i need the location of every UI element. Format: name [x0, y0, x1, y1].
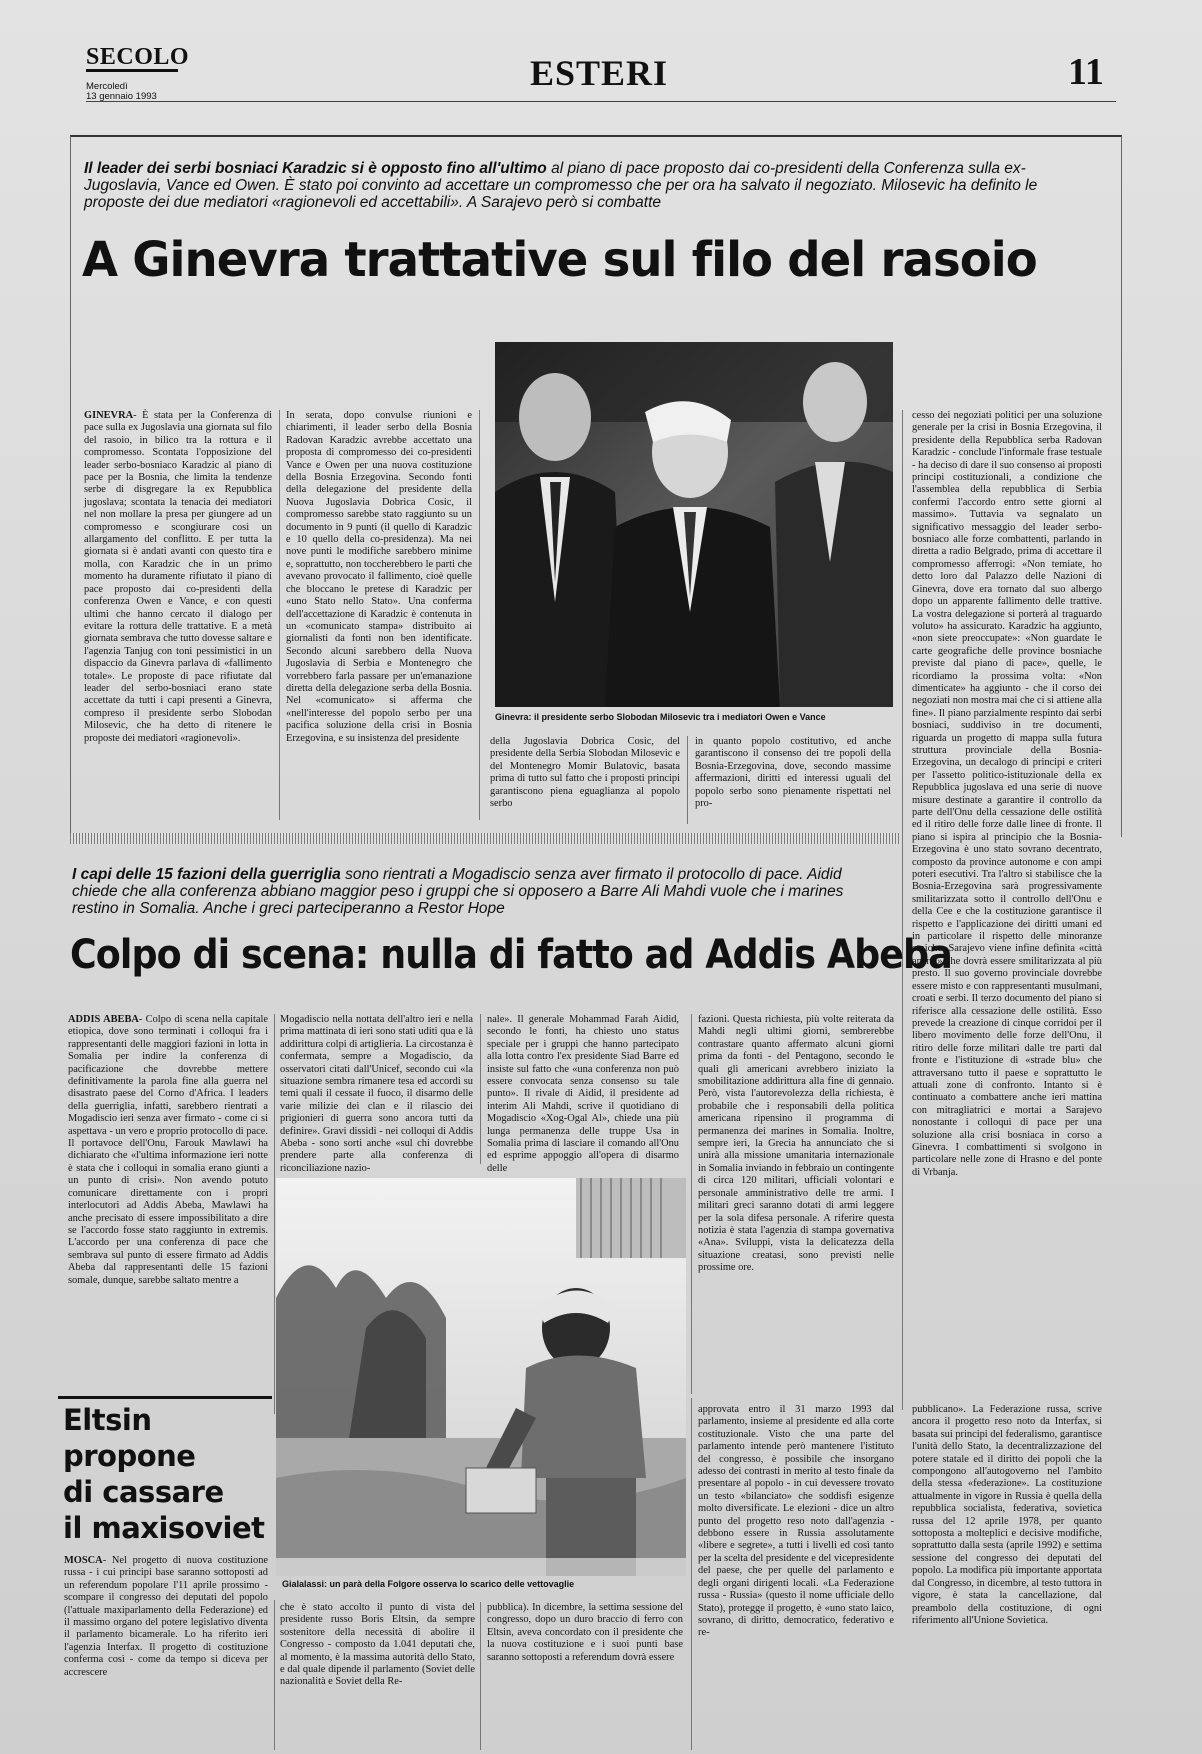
separator-band — [70, 833, 900, 844]
article-addis-col-4: fazioni. Questa richiesta, più volte reiterata da Mahdi negli ultimi giorni, sembrerebbe contrastare quanto affermato alcuni giorni prima da fonti - del Pentagono, secondo le quali gli americani avrebbero iniziato la smobilitazione addirittura alla fine di gennaio. Però, vista l'autorevolezza della richiesta, è probabile che i responsabili della politica americana ripensino il programma di permanenza dei marines in Somalia. Inoltre, sempre ieri, la Grecia ha annunciato che si unirà alla missione umanitaria internazionale in Somalia inviando in febbraio un contingente di circa 120 militari, ufficiali volontari e personale amministrativo delle tre armi. I militari greci saranno dotati di armi leggere per la sola difesa personale. A riferire questa notizia è stata l'agenzia di stampa governativa «Ana». Sviluppi, vista la delicatezza della situazione creatasi, sono previsti nelle prossime ore. — [698, 1014, 894, 1274]
headline-line: di cassare — [63, 1475, 224, 1509]
newspaper-logo: SECOLO — [86, 44, 190, 70]
column-divider — [274, 1014, 275, 1414]
kicker-text: sono rientrati a Mogadiscio senza aver firmato il protocollo di pace. Aidid chiede che alla conferenza abbiano maggior peso i gruppi che si opposero a Barre Ali Mahdi vuole che i marines restino in Somalia. Anche i greci parteciperanno a Restor Hope — [72, 866, 844, 917]
page-number: 11 — [1068, 51, 1104, 93]
section-title: ESTERI — [530, 53, 669, 93]
article-eltsin-col-3: pubblica). In dicembre, la settima sessione del congresso, dopo un duro braccio di ferro con Eltsin, aveva concordato con il presidente che la nuova costituzione e i suoi punti base saranno sottoposti a referendum dovrà essere — [487, 1602, 683, 1663]
photo-image — [495, 342, 893, 707]
column-divider — [691, 1014, 692, 1394]
headline-line: Eltsin — [63, 1403, 152, 1437]
article-eltsin-col-4: approvata entro il 31 marzo 1993 dal parlamento, insieme al presidente ed alla corte costituzionale. Visto che una parte del parlamento intende però mantenere l'istituto del congresso, è possibile che insorgano adesso dei contrasti in merito al testo finale da presentare al popolo - in cui devessere trovato un testo «bilanciato» che soddisfi esigenze molto diversificate. Le elezioni - dice un altro punto del progetto reso noto dall'agenzia - debbono essere in Russia assolutamente «libere e segrete», a tutti i livelli ed così tanto per la scelta del presidente e del vicepresidente del paese, che per quelle del parlamento e degli organi dirigenti locali. «La Federazione russa - Russia» (questo il nome ufficiale dello Stato), protegge il progetto, è «uno stato laico, sovrano, di diritto, democratico, federativo e re- — [698, 1404, 894, 1639]
article-addis-col-2: Mogadiscio nella nottata dell'altro ieri e nella prima mattinata di ieri sono stati uditi qua e là addirittura colpi di artiglieria. La circostanza è confermata, sempre a Mogadiscio, da osservatori citati dall'Unicef, secondo cui «la situazione sembra rimanere tesa ed accordi su temi quali il cessate il fuoco, il disarmo delle varie milizie dei clan e il rilascio dei prigionieri di guerra sono ancora tutti da definire». Gravi dissidi - nei colloqui di Addis Abeba - sono sorti anche «sul chi dovrebbe prendere parte alla conferenza di riconciliazione nazio- — [280, 1014, 474, 1174]
issue-weekday: Mercoledì — [86, 81, 128, 92]
dateline: GINEVRA — [84, 410, 134, 421]
photo-caption-folgore: Gialalassi: un parà della Folgore osserva lo scarico delle vettovaglie — [282, 1579, 575, 1589]
column-divider — [902, 410, 903, 1410]
article-eltsin-headline — [63, 1402, 264, 1546]
column-divider — [480, 1014, 481, 1164]
article-eltsin-col-2: che è stato accolto il punto di vista del presidente russo Boris Eltsin, da sempre sostenitore della necessità di abolire il Congresso - composto da 1.041 deputati che, al momento, è la massima autorità dello Stato, e dal quale dipende il parlamento (Soviet delle nazionalità e Soviet della Re- — [280, 1602, 475, 1688]
masthead-rule — [86, 101, 1116, 102]
article-eltsin-col-5: pubblicano». La Federazione russa, scrive ancora il progetto reso noto da Interfax, si basata sui principi del federalismo, garantisce l'unità dello Stato, la decentralizzazione del potere statale ed il diritto dei popoli che la compongono all'autogoverno nel l'ambito della stessa «federazione». La costituzione attualmente in vigore in Russia è quella della repubblica socialista, federativa, sovietica russa del 12 aprile 1978, per quanto sottoposta a molteplici e decisive modifiche, soprattutto dalla sesta (aprile 1992) e settima sessione del congresso dei deputati del popolo. La modifica più importante apportata dal Congresso, in dicembre, al testo tuttora in vigore, è stata la cancellazione, dal preambolo della costituzione, di ogni riferimento all'Unione Sovietica. — [912, 1404, 1102, 1626]
article-geneva-col-3: della Jugoslavia Dobrica Cosic, del presidente della Serbia Slobodan Milosevic e del Montenegro Momir Bulatovic, basata prima di tutto sul fatto che i proposti principi garantiscono piena eguaglianza al popolo serbo — [490, 736, 680, 810]
column-divider — [687, 736, 688, 824]
article-addis-headline: Colpo di scena: nulla di fatto ad Addis Abeba — [70, 932, 952, 978]
article-geneva-col-5: cesso dei negoziati politici per una soluzione generale per la crisi in Bosnia Erzegovina, il presidente della Repubblica serba Radovan Karadzic - conclude l'informale frase testuale - ha deciso di dare il suo consenso ai proposti principi costituzionali, a condizione che l'assemblea della repubblica di Serbia confermi l'accordo entro sette giorni al massimo». Tuttavia va segnalato un significativo messaggio del leader serbo-bosniaco alle forze combattenti, parlando in diretta a radio Belgrado, prima di accettare il compromesso afferrogi: «Non temiate, ho detto loro dal Palazzo delle Nazioni di Ginevra, dove era tornato dal suo albergo dopo un apparente fallimento delle trattive. La vostra delegazione si porterà al traguardo voluto» ha assicurato. Karadzic ha aggiunto, «non siete preoccupate»: «Non guardate le carte geografiche delle province bosniache previste dal piano di pace», quelle, le ricordiamo la prossima volta: «Non dimenticate» ha aggiunto - che il corso dei negoziati non mostra mai che ci si attiene alla fine». Il piano parzialmente respinto dai serbi bosniaci, suddiviso in tre documenti, riguarda un progetto di mappa sulla futura struttura provinciale della Bosnia-Erzegovina, un decalogo di principi e criteri per l'assetto politico-istituzionale della ex Repubblica jugoslava ed una serie di nuove misure destinate a garantire il controllo da parte dell'Onu della cessazione delle ostilità ed il ritiro delle forze dalle linee di fronte. Il piano si ispira al principio che la Bosnia-Erzegovina è uno stato sovrano decentrato, composto da province autonome e con ampi poteri esecutivi. Tra l'altro si stabilisce che la Bosnia-Erzegovina sarà progressivamente smilitarizzata sotto il controllo dell'Onu e della Cee e che la costituzione garantisce il rispetto e l'applicazione dei diritti umani ed in particolare il rispetto delle minoranze etniche. Sarajevo viene infine definita «città aperta» che dovrà essere smilitarizzata al più presto. Il suo governo provinciale dovrebbe essere misto e con rappresentanti musulmani, croati e serbi. Il terzo documento del piano si riferisce alla cessazione delle ostilità. Esso prevede la creazione di cinque corridoi per il libero movimento delle forze dell'Onu, il ritiro delle forze militari dalle tre parti dal fronte e l'istituzione di «strade blu» che attraversano tutto il paese e soprattutto le attuali zone di confronto. Intanto si è continuato a combattere anche ieri mattina con mitragliatrici e mortai a Sarajevo nonostante i colloqui di pace per una soluzione alla crisi bosniaca in corso a Ginevra. I combattimenti si svolgono in particolare nelle zone di Hrasno e del ponte di Vrbanja. — [912, 410, 1102, 1178]
issue-date — [86, 82, 157, 102]
photo-image — [276, 1178, 686, 1576]
article-geneva-kicker — [84, 160, 1044, 211]
dateline: MOSCA — [64, 1555, 103, 1566]
issue-full-date: 13 gennaio 1993 — [86, 91, 157, 102]
column-divider — [480, 1602, 481, 1750]
article-addis-col-3: nale». Il generale Mohammad Farah Aidid, secondo le fonti, ha chiesto uno status speciale per i gruppi che hanno partecipato alla lotta contro l'ex presidente Siad Barre ed insiste sul fatto che «una conferenza non può essere convocata senza consenso su tale punto». Il rivale di Aidid, il presidente ad interim Ali Mahdi, scrive il quotidiano di Mogadiscio «Xog-Ogal Al», chiede una più lunga permanenza delle truppe Usa in Somalia prima di lasciare il comando all'Onu ed esprime appoggio all'opera di disarmo delle — [487, 1014, 679, 1174]
kicker-lead: Il leader dei serbi bosniaci Karadzic si è opposto fino all'ultimo — [84, 160, 547, 177]
column-divider — [479, 410, 480, 820]
article-geneva-col-4: in quanto popolo costitutivo, ed anche garantiscono il consenso dei tre popoli della Bosnia-Erzegovina, dove, secondo massime affermazioni, diritti ed interessi uguali del popolo serbo sono pienamente rispettati nel pro- — [695, 736, 891, 810]
article-addis-col-1: ADDIS ABEBA- Colpo di scena nella capitale etiopica, dove sono terminati i colloqui fra i rappresentanti delle maggiori fazioni in lotta in Somalia per indire la conferenza di pacificazione che dovrebbe mettere definitivamente la parola fine alla guerra nel disastrato paese del Corno d'Africa. I leaders della guerriglia, infatti, sarebbero rientrati a Mogadiscio ieri senza aver firmato - come ci si aspettava - un vero e proprio protocollo di pace. Il portavoce dell'Onu, Farouk Mawlawi ha dichiarato che «l'ultima informazione ieri notte è stata che i colloqui in somalia erano giunti a un punto di crisi». Non avendo potuto comunicare direttamente con i propri interlocutori ad Addis Abeba, Mawlawi ha anche precisato di essere impossibilitato a dire se l'accordo fosse stato raggiunto in extremis. L'accordo per una conferenza di pace che sembrava sul punto di essere firmato ad Addis Abeba dal rappresentanti delle 15 fazioni somale, dunque, sarebbe saltato mentre a — [68, 1014, 268, 1286]
article-addis-kicker — [72, 866, 852, 917]
headline-line: propone — [63, 1439, 196, 1473]
photo-milosevic-owen-vance — [495, 342, 893, 707]
headline-line: il maxisoviet — [63, 1511, 265, 1545]
column-divider — [274, 1600, 275, 1750]
kicker-lead: I capi delle 15 fazioni della guerriglia — [72, 866, 341, 883]
article-geneva-col-2: In serata, dopo convulse riunioni e chiarimenti, il leader serbo della Bosnia Radovan Karadzic avrebbe accettato una proposta di compromesso dei co-presidenti Vance e Owen per una nuova costituzione della Bosnia Erzegovina. Secondo fonti della delegazione del presidente della Nuova Jugoslavia Dobrica Cosic, il compromesso sarebbe stato raggiunto su un documento in 9 punti (il quello di Karadzic e 10 quello della co-presidenza). Ma nei nove punti le modifiche sarebbero minime e, soprattutto, non toccherebbero le parti che avevano provocato il fallimento, cioè quelle che bloccano le pretese di Karadzic per «uno Stato nello Stato». Una conferma dell'accettazione di Karadzic è contenuta in un «comunicato stampa» distribuito ai giornalisti da fonti non ben identificate. Secondo alcuni sarebbero della Nuova Jugoslavia di Serbia e Montenegro che vorrebbero farla passare per un'emanazione diretta della delegazione serba della Bosnia. Nel «comunicato» si afferma che «nell'interesse del popolo serbo per una pacifica soluzione della crisi in Bosnia Erzegovina, e su insistenza del presidente — [286, 410, 472, 744]
article-eltsin-col-1: MOSCA- Nel progetto di nuova costituzione russa - i cui principi base saranno sottoposti ad un referendum popolare l'11 aprile prossimo - scompare il congresso dei deputati del popolo (l'attuale maxiparlamento della Federazione) ed il massimo organo del potere legislativo diventa il parlamento bicamerale. Lo ha riferito ieri l'agenzia Interfax. Il progetto di costituzione conferma così - come da tempo si diceva per accrescere — [64, 1555, 268, 1678]
kicker-text: al piano di pace proposto dai co-presidenti della Conferenza sulla ex-Jugoslavia, Vance ed Owen. È stato poi convinto ad accettare un compromesso che per ora ha salvato il negoziato. Milosevic ha definito le proposte dei due mediatori «ragionevoli ed accettabili». A Sarajevo però si combatte — [84, 160, 1038, 211]
photo-caption-geneva: Ginevra: il presidente serbo Slobodan Milosevic tra i mediatori Owen e Vance — [495, 712, 826, 722]
article-geneva-col-1: GINEVRA- È stata per la Conferenza di pace sulla ex Jugoslavia una giornata sul filo del rasoio, in bilico tra la rottura e il compromesso. Scontata l'opposizione del leader serbo-bosniaco Karadzic al piano di pace per la Bosnia, che limita la tendenze serbe di disgregare la ex Repubblica jugoslava; scontata la tenacia dei mediatori nel non mollare la presa per giungere ad un compromesso e scongiurare così un allargamento del conflitto. E per tutta la giornata si è andati avanti con questo tira e molla, con Karadzic che in un primo momento ha duramente rifiutato il piano di pace proposto dai co-presidenti della conferenza Owen e Vance, e con questi ultimi che hanno cercato il dialogo per evitare la rottura delle trattative. E a metà giornata sembrava che tutto dovesse saltare e l'agenzia Tanjug con toni pessimistici in un dispaccio da Ginevra parlava di «fallimento totale». Le proposte di pace rifiutate dal leader del serbo-bosniaci erano state accettate da tutti i capi presenti a Ginevra, compreso il presidente serbo Slobodan Milosevic, che ha detto di ritenere le proposte dei mediatori «ragionevoli». — [84, 410, 272, 744]
dateline: ADDIS ABEBA — [68, 1014, 139, 1025]
column-divider — [691, 1398, 692, 1750]
photo-folgore-paratrooper — [276, 1178, 686, 1576]
article-geneva-headline: A Ginevra trattative sul filo del rasoio — [82, 232, 1037, 288]
column-divider — [279, 410, 280, 820]
